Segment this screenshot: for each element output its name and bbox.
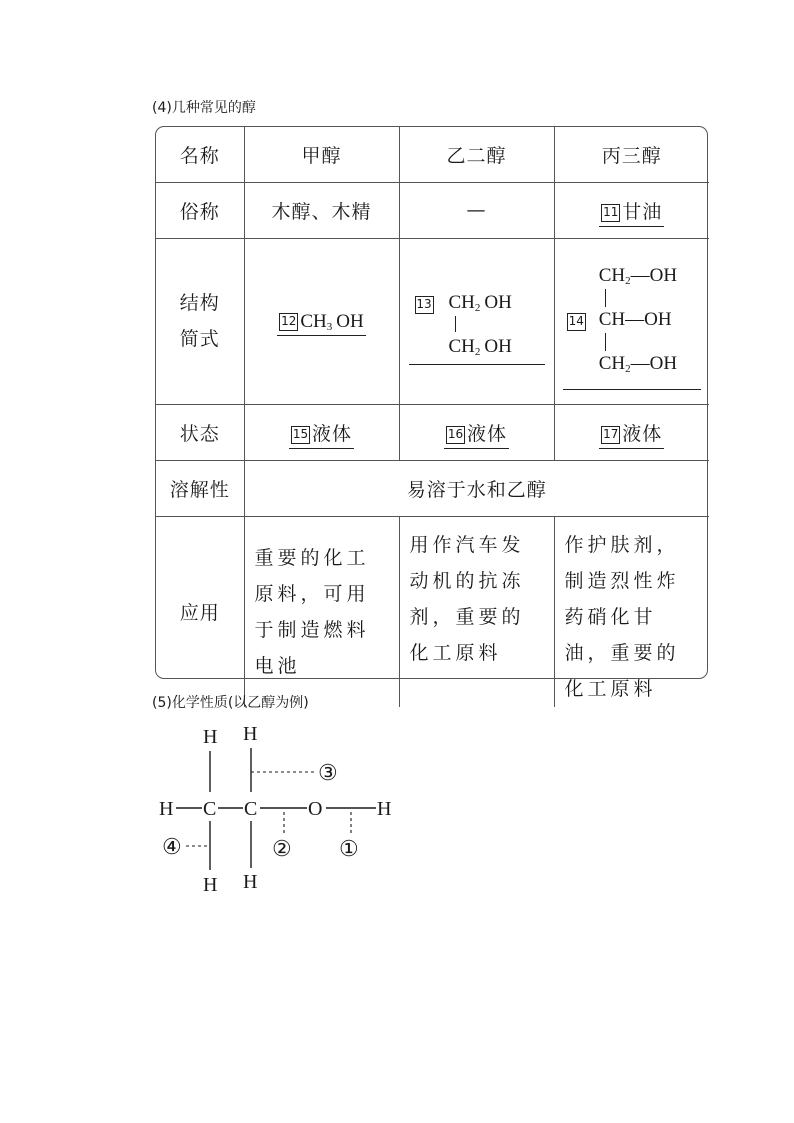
methanol-oh: OH [336,310,364,332]
atom-c-right: C [244,798,258,820]
glycol-bond-vertical [455,316,456,332]
answer-number-13: 13 [415,296,434,314]
atom-h-top-right: H [243,723,258,745]
glycerol-ch-b: CH [598,353,626,374]
application-label: 应用 [156,516,244,707]
row-state [156,404,709,460]
section-4-title: (4)几种常见的醇 [152,100,256,116]
atom-h-right: H [377,798,392,820]
solubility-label: 溶解性 [156,460,244,516]
table-header-row [156,127,709,182]
glycerol-state-text: 液体 [622,422,663,445]
methanol-common-name: 木醇、木精 [244,182,399,238]
glycol-structure [399,238,554,404]
glycol-application: 用作汽车发动机的抗冻剂，重要的化工原料 [399,516,554,707]
methanol-ch: CH [300,310,327,332]
header-ethylene-glycol: 乙二醇 [399,127,554,182]
structure-label-line1: 结构 [179,292,220,314]
methanol-sub: 3 [326,320,333,333]
answer-number-11: 11 [601,204,620,222]
bond-label-1: ① [339,836,359,861]
glycerol-bond-vertical-2 [605,333,606,351]
answer-number-15: 15 [291,426,310,444]
bond-label-4: ④ [162,834,182,859]
methanol-structure [244,238,399,404]
glycol-common-name: — [399,182,554,238]
atom-h-bottom-right: H [243,871,258,893]
glycol-state-text: 液体 [466,422,507,445]
methanol-state-text: 液体 [311,422,352,445]
glycerol-structure [554,238,709,404]
glycerol-sub-a: 2 [625,275,631,287]
glycerol-line-a [599,265,677,287]
glycol-ch-a: CH [448,292,475,313]
structure-label [156,238,244,404]
glycerol-line-b [599,353,677,375]
methanol-state [244,404,399,460]
answer-number-16: 16 [446,426,465,444]
glycerol-ch-a: CH [598,265,626,286]
row-solubility [156,460,709,516]
glycerol-application: 作护肤剂，制造烈性炸药硝化甘油，重要的化工原料 [554,516,709,707]
atom-o: O [308,798,323,820]
atom-h-left: H [159,798,174,820]
ethanol-bond-diagram [150,718,410,898]
glycerol-oh-a: —OH [630,265,678,286]
section-5-title: (5)化学性质(以乙醇为例) [152,695,309,711]
glycol-line-a [449,292,512,314]
answer-number-17: 17 [601,426,620,444]
header-methanol: 甲醇 [244,127,399,182]
structure-label-line2: 简式 [179,328,220,350]
atom-h-top-left: H [203,726,218,748]
alcohols-table [155,126,708,700]
glycol-sub-b: 2 [474,346,481,358]
glycol-sub-a: 2 [474,302,481,314]
solubility-value: 易溶于水和乙醇 [244,460,709,516]
glycerol-state [554,404,709,460]
glycerol-sub-b: 2 [625,363,631,375]
methanol-application: 重要的化工原料，可用于制造燃料电池 [244,516,399,707]
row-application [156,516,709,707]
answer-number-12: 12 [279,313,298,331]
glycerol-common-name [554,182,709,238]
glycerol-bond-vertical-1 [605,289,606,307]
bond-label-2: ② [272,836,292,861]
glycol-state [399,404,554,460]
bond-label-3: ③ [318,760,338,785]
glycerol-common-name-text: 甘油 [622,200,663,223]
glycol-line-b [449,336,512,358]
atom-h-bottom-left: H [203,874,218,896]
row-common-name [156,182,709,238]
state-label: 状态 [156,404,244,460]
row-structure [156,238,709,404]
header-name: 名称 [156,127,244,182]
atom-c-left: C [203,798,217,820]
glycol-oh-b: OH [484,336,512,357]
glycerol-line-ch: CH—OH [598,309,672,330]
common-name-label: 俗称 [156,182,244,238]
header-glycerol: 丙三醇 [554,127,709,182]
glycol-oh-a: OH [484,292,512,313]
glycerol-oh-b: —OH [630,353,678,374]
glycol-ch-b: CH [448,336,475,357]
answer-number-14: 14 [567,313,586,331]
